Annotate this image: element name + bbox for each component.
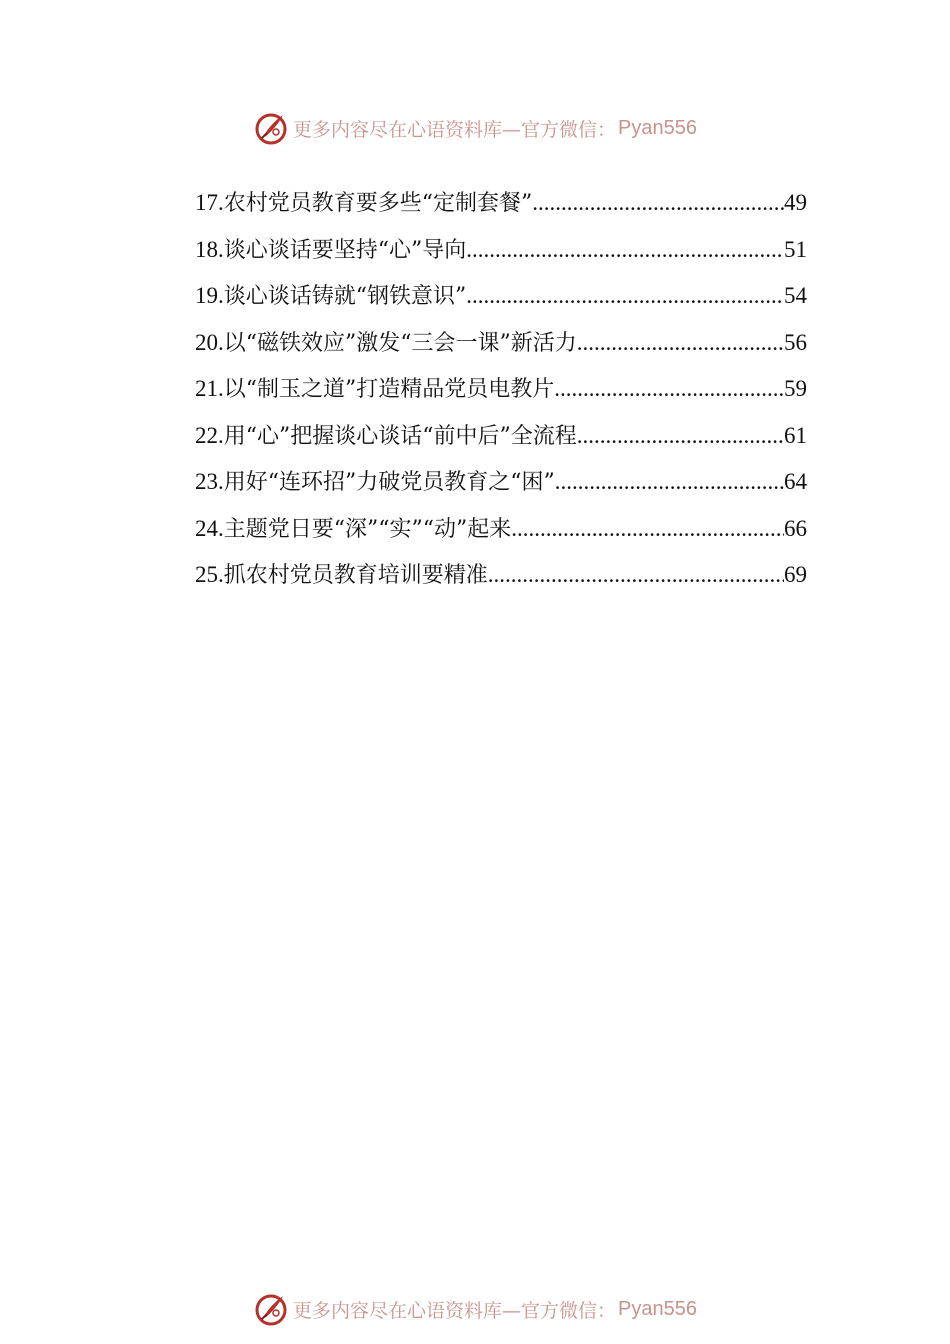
- toc-entry-title: 用“心”把握谈心谈话“前中后”全流程: [223, 423, 577, 449]
- banner-text: 更多内容尽在心语资料库—官方微信：: [293, 1299, 617, 1322]
- toc-entry-page: 61: [784, 422, 807, 448]
- toc-entry-page: 69: [784, 562, 807, 587]
- toc-entry[interactable]: [195, 180, 807, 227]
- toc-dot-leader: [511, 506, 784, 553]
- toc-entry-page: 54: [784, 283, 807, 308]
- toc-entry[interactable]: [195, 413, 807, 460]
- quill-circle-logo-icon: [253, 110, 289, 146]
- toc-entry-title: 主题党日要“深”“实”“动”起来: [223, 516, 512, 542]
- toc-entry-number: 17.: [195, 190, 224, 215]
- toc-entry-title: 用好“连环招”力破党员教育之“困”: [223, 470, 555, 495]
- toc-entry-title: 以“制玉之道”打造精品党员电教片: [223, 377, 555, 402]
- toc-entry-number: 22.: [195, 422, 224, 448]
- quill-circle-logo-icon: [253, 1291, 289, 1327]
- toc-entry-title: 谈心谈话要坚持“心”导向: [223, 237, 467, 263]
- toc-entry[interactable]: [195, 506, 807, 553]
- toc-entry[interactable]: [195, 273, 807, 320]
- toc-entry[interactable]: [195, 227, 807, 274]
- toc-entry-title: 以“磁铁效应”激发“三会一课”新活力: [223, 330, 577, 356]
- banner-wechat-id: Pyan556: [618, 1297, 697, 1320]
- toc-dot-leader: [554, 366, 784, 413]
- toc-dot-leader: [532, 180, 784, 227]
- toc-entry[interactable]: [195, 366, 807, 413]
- toc-entry-page: 51: [784, 236, 807, 262]
- toc-entry-title: 抓农村党员教育培训要精准: [223, 563, 488, 588]
- table-of-contents: [195, 180, 807, 599]
- toc-entry[interactable]: [195, 320, 807, 367]
- toc-entry-page: 64: [784, 469, 807, 494]
- toc-dot-leader: [466, 227, 784, 274]
- toc-dot-leader: [577, 320, 784, 367]
- toc-dot-leader: [466, 273, 784, 320]
- toc-entry-number: 23.: [195, 469, 224, 494]
- toc-entry-title: 农村党员教育要多些“定制套餐”: [223, 191, 533, 216]
- toc-entry-number: 19.: [195, 283, 224, 308]
- banner-text: 更多内容尽在心语资料库—官方微信：: [293, 118, 617, 141]
- toc-dot-leader: [555, 459, 784, 506]
- toc-entry-page: 66: [784, 515, 807, 541]
- toc-entry-number: 21.: [195, 376, 224, 401]
- toc-entry-title: 谈心谈话铸就“钢铁意识”: [223, 284, 467, 309]
- toc-entry[interactable]: [195, 459, 807, 506]
- toc-entry-number: 24.: [195, 515, 224, 541]
- toc-entry-number: 18.: [195, 236, 224, 262]
- toc-entry-number: 20.: [195, 329, 224, 355]
- toc-entry-page: 59: [784, 376, 807, 401]
- toc-dot-leader: [577, 413, 784, 460]
- toc-dot-leader: [488, 552, 784, 599]
- toc-entry-number: 25.: [195, 562, 224, 587]
- header-banner: [0, 106, 950, 150]
- banner-wechat-id: Pyan556: [618, 116, 697, 139]
- footer-banner: [0, 1287, 950, 1331]
- toc-entry[interactable]: [195, 552, 807, 599]
- toc-entry-page: 49: [784, 190, 807, 215]
- toc-entry-page: 56: [784, 329, 807, 355]
